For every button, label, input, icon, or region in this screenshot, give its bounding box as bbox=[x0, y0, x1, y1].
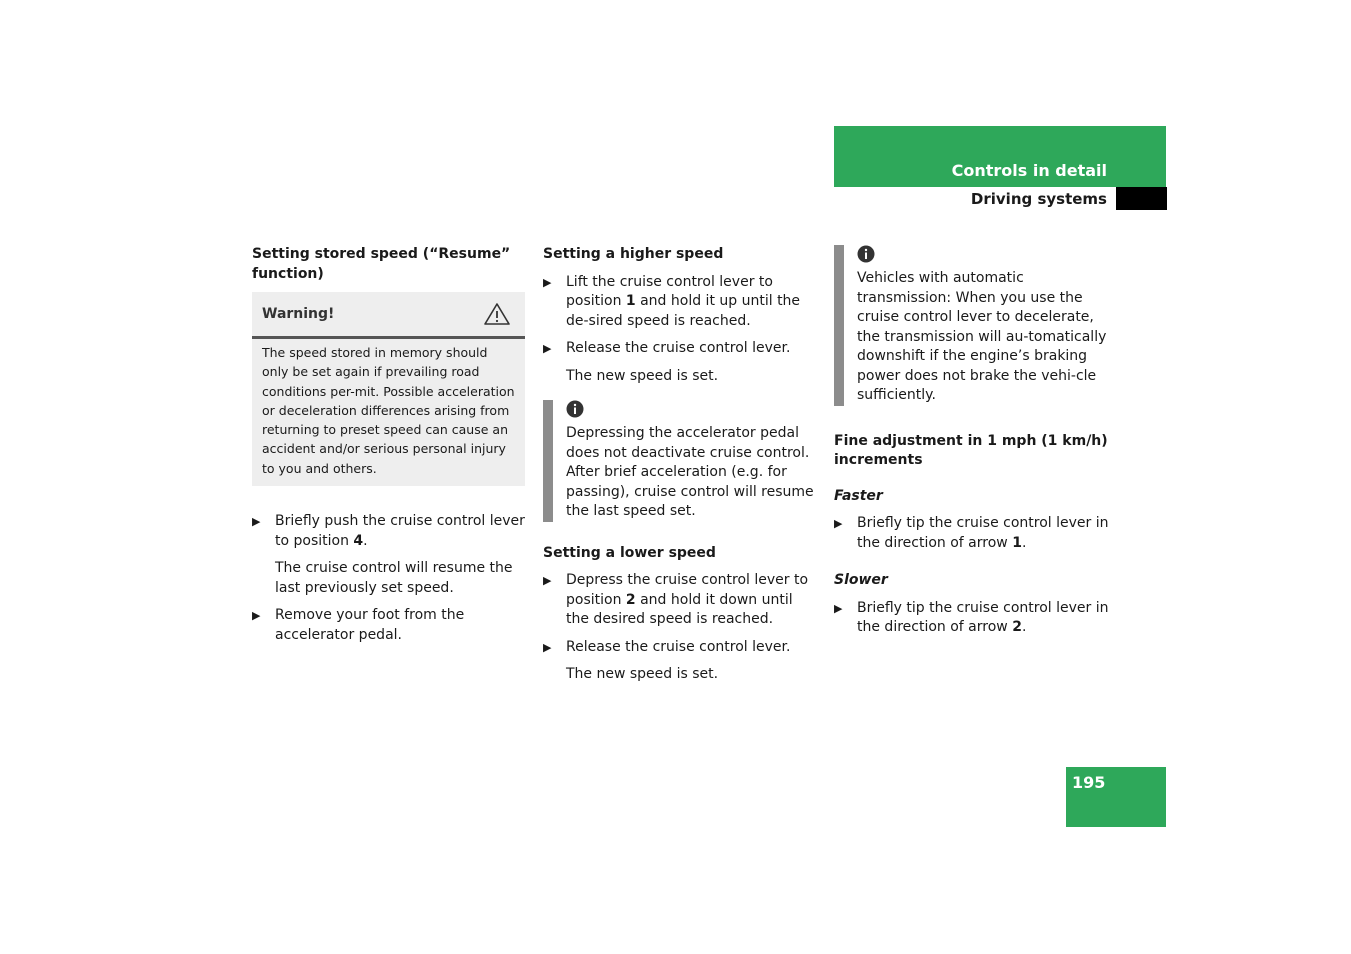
bullet-arrow-icon: ▶ bbox=[543, 275, 552, 289]
warning-header bbox=[252, 292, 525, 339]
step-push-lever: ▶ Briefly push the cruise control lever to position 4. bbox=[252, 513, 525, 549]
step-release-lever-2: ▶ Release the cruise control lever. bbox=[543, 638, 815, 658]
label-slower: Slower bbox=[834, 572, 888, 588]
heading-higher-speed: Setting a higher speed bbox=[543, 246, 724, 262]
column-1 bbox=[252, 245, 525, 653]
bullet-arrow-icon: ▶ bbox=[543, 574, 552, 587]
step-lift-lever: ▶ Lift the cruise control lever to position 1 and hold it up until the de-sired speed is reached. bbox=[543, 273, 801, 329]
step-faster: ▶ Briefly tip the cruise control lever in the direction of arrow 1. bbox=[834, 515, 1109, 551]
heading-resume: Setting stored speed (“Resume” function) bbox=[252, 246, 511, 282]
bullet-arrow-icon: ▶ bbox=[543, 342, 552, 355]
info-text: Depressing the accelerator pedal does not deactivate cruise control. After brief acceleration (e.g. for passing), cruise control will resume the last speed set. bbox=[566, 425, 814, 519]
section-subtitle: Driving systems bbox=[970, 190, 1107, 208]
note-speed-set-2: The new speed is set. bbox=[566, 666, 719, 682]
step-slower: ▶ Briefly tip the cruise control lever in the direction of arrow 2. bbox=[834, 599, 1109, 635]
bullet-arrow-icon: ▶ bbox=[543, 640, 552, 654]
info-icon bbox=[857, 245, 875, 263]
column-3 bbox=[834, 245, 1109, 646]
info-bar bbox=[543, 400, 553, 522]
warning-triangle-icon bbox=[483, 302, 511, 326]
warning-box bbox=[252, 292, 525, 486]
info-note-box bbox=[543, 400, 815, 522]
info-text: Vehicles with automatic transmission: When you use the cruise control lever to decelerate, the transmission will au-tomatically downshift if the engine’s braking power does not brake the vehi-cle sufficiently. bbox=[857, 270, 1107, 403]
bullet-arrow-icon: ▶ bbox=[834, 601, 843, 615]
warning-label: Warning! bbox=[262, 306, 335, 322]
bullet-arrow-icon: ▶ bbox=[252, 609, 261, 623]
heading-lower-speed: Setting a lower speed bbox=[543, 544, 716, 561]
header-marker bbox=[1116, 187, 1167, 210]
info-icon bbox=[566, 400, 584, 418]
warning-text: The speed stored in memory should only be set again if prevailing road conditions per-mit. Possible acceleration or deceleration differences arising from returning to preset speed can cause an accident and/or serious personal injury to you and others. bbox=[262, 345, 515, 476]
note-resume: The cruise control will resume the last previously set speed. bbox=[275, 560, 513, 596]
heading-fine-adjustment: Fine adjustment in 1 mph (1 km/h) increments bbox=[834, 432, 1108, 468]
info-bar bbox=[834, 245, 844, 406]
section-header-box bbox=[834, 126, 1166, 187]
info-note-box-auto bbox=[834, 245, 1109, 406]
page-number: 195 bbox=[1072, 773, 1106, 792]
section-title: Controls in detail bbox=[951, 161, 1107, 180]
note-speed-set: The new speed is set. bbox=[566, 367, 719, 384]
label-faster: Faster bbox=[834, 487, 883, 504]
step-remove-foot: ▶ Remove your foot from the accelerator pedal. bbox=[252, 607, 465, 643]
bullet-arrow-icon: ▶ bbox=[252, 515, 261, 529]
page-number-box bbox=[1066, 767, 1166, 827]
step-depress-lever: ▶ Depress the cruise control lever to position 2 and hold it down until the desired speed is reached. bbox=[543, 572, 809, 627]
column-2 bbox=[543, 245, 815, 693]
step-release-lever: ▶ Release the cruise control lever. bbox=[543, 339, 815, 359]
bullet-arrow-icon: ▶ bbox=[834, 517, 843, 530]
